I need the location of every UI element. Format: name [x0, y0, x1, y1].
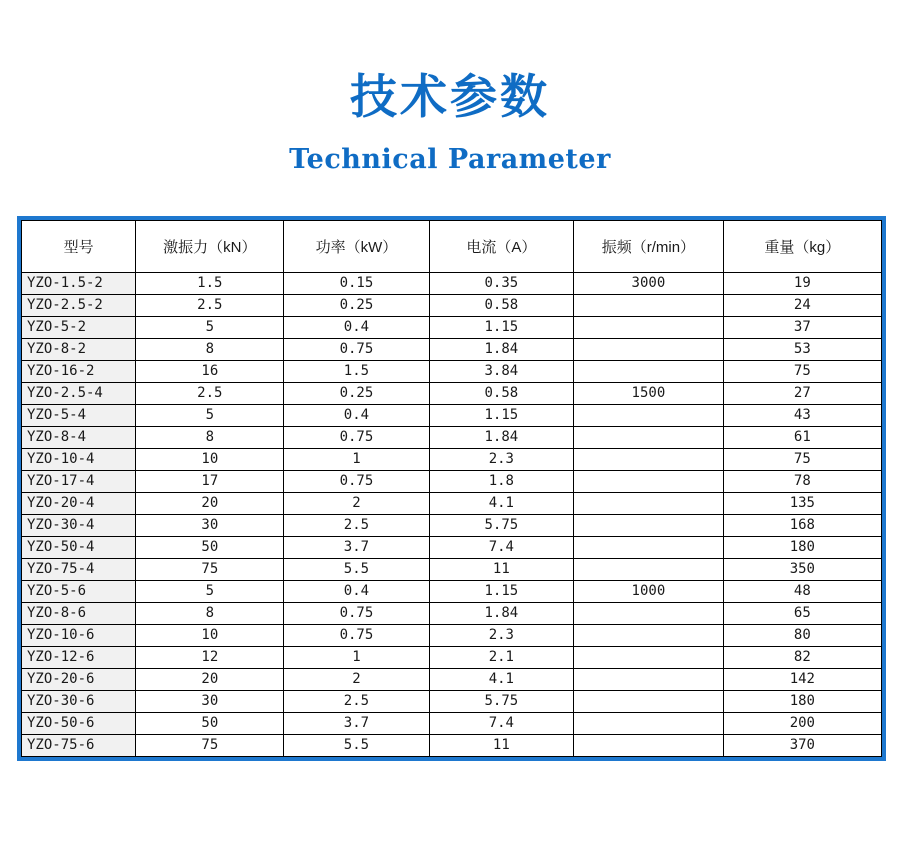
cell-weight: 27: [723, 383, 881, 405]
cell-weight: 75: [723, 361, 881, 383]
cell-model: YZO-10-6: [22, 625, 136, 647]
cell-current: 4.1: [429, 669, 573, 691]
cell-exciting-force: 30: [136, 691, 284, 713]
page-title: 技术参数: [350, 70, 550, 123]
table-row: [22, 383, 882, 405]
table-row: [22, 273, 882, 295]
cell-model: YZO-20-4: [22, 493, 136, 515]
table-row: [22, 515, 882, 537]
cell-weight: 142: [723, 669, 881, 691]
cell-power: 1.5: [284, 361, 429, 383]
table-row: [22, 427, 882, 449]
table-row: [22, 625, 882, 647]
cell-power: 0.25: [284, 295, 429, 317]
cell-frequency: [574, 647, 724, 669]
cell-current: 7.4: [429, 537, 573, 559]
cell-exciting-force: 20: [136, 669, 284, 691]
cell-current: 3.84: [429, 361, 573, 383]
table-row: [22, 537, 882, 559]
header-power: 功率（kW）: [284, 221, 429, 273]
table-row: [22, 691, 882, 713]
page: [0, 60, 900, 860]
cell-current: 2.3: [429, 449, 573, 471]
cell-exciting-force: 8: [136, 603, 284, 625]
cell-power: 0.4: [284, 317, 429, 339]
cell-frequency: [574, 317, 724, 339]
cell-model: YZO-2.5-2: [22, 295, 136, 317]
cell-weight: 82: [723, 647, 881, 669]
cell-model: YZO-50-6: [22, 713, 136, 735]
cell-frequency: [574, 405, 724, 427]
cell-weight: 24: [723, 295, 881, 317]
cell-model: YZO-30-4: [22, 515, 136, 537]
cell-weight: 43: [723, 405, 881, 427]
cell-weight: 135: [723, 493, 881, 515]
cell-weight: 80: [723, 625, 881, 647]
cell-exciting-force: 10: [136, 449, 284, 471]
header-exciting-force: 激振力（kN）: [136, 221, 284, 273]
cell-current: 4.1: [429, 493, 573, 515]
cell-exciting-force: 2.5: [136, 383, 284, 405]
cell-model: YZO-5-4: [22, 405, 136, 427]
cell-weight: 19: [723, 273, 881, 295]
cell-model: YZO-75-4: [22, 559, 136, 581]
cell-weight: 53: [723, 339, 881, 361]
cell-model: YZO-1.5-2: [22, 273, 136, 295]
cell-power: 0.25: [284, 383, 429, 405]
table-row: [22, 317, 882, 339]
cell-power: 3.7: [284, 713, 429, 735]
cell-current: 0.58: [429, 383, 573, 405]
parameters-table: [17, 216, 886, 761]
cell-power: 5.5: [284, 735, 429, 757]
cell-current: 11: [429, 735, 573, 757]
cell-model: YZO-16-2: [22, 361, 136, 383]
cell-model: YZO-8-4: [22, 427, 136, 449]
cell-frequency: [574, 339, 724, 361]
cell-exciting-force: 20: [136, 493, 284, 515]
table-row: [22, 581, 882, 603]
table-row: [22, 339, 882, 361]
cell-power: 5.5: [284, 559, 429, 581]
cell-weight: 370: [723, 735, 881, 757]
cell-exciting-force: 17: [136, 471, 284, 493]
cell-power: 0.75: [284, 603, 429, 625]
cell-power: 0.75: [284, 427, 429, 449]
cell-exciting-force: 75: [136, 559, 284, 581]
cell-current: 7.4: [429, 713, 573, 735]
cell-exciting-force: 8: [136, 427, 284, 449]
cell-exciting-force: 30: [136, 515, 284, 537]
cell-model: YZO-50-4: [22, 537, 136, 559]
header-frequency: 振频（r/min）: [574, 221, 724, 273]
cell-weight: 168: [723, 515, 881, 537]
table-row: [22, 735, 882, 757]
cell-current: 1.84: [429, 427, 573, 449]
table-row: [22, 471, 882, 493]
table-body: [22, 273, 882, 757]
cell-power: 0.15: [284, 273, 429, 295]
cell-model: YZO-75-6: [22, 735, 136, 757]
cell-frequency: [574, 449, 724, 471]
cell-frequency: [574, 471, 724, 493]
cell-exciting-force: 75: [136, 735, 284, 757]
cell-current: 0.35: [429, 273, 573, 295]
header-weight: 重量（kg）: [723, 221, 881, 273]
cell-model: YZO-5-6: [22, 581, 136, 603]
cell-current: 0.58: [429, 295, 573, 317]
cell-model: YZO-8-2: [22, 339, 136, 361]
cell-weight: 61: [723, 427, 881, 449]
table-row: [22, 669, 882, 691]
cell-frequency: [574, 361, 724, 383]
cell-current: 1.15: [429, 581, 573, 603]
cell-exciting-force: 2.5: [136, 295, 284, 317]
cell-exciting-force: 5: [136, 405, 284, 427]
cell-weight: 180: [723, 537, 881, 559]
cell-power: 1: [284, 449, 429, 471]
cell-current: 1.15: [429, 405, 573, 427]
cell-power: 3.7: [284, 537, 429, 559]
cell-model: YZO-17-4: [22, 471, 136, 493]
cell-frequency: [574, 691, 724, 713]
cell-weight: 200: [723, 713, 881, 735]
table-row: [22, 713, 882, 735]
cell-current: 2.1: [429, 647, 573, 669]
table-row: [22, 449, 882, 471]
cell-current: 1.84: [429, 339, 573, 361]
cell-exciting-force: 10: [136, 625, 284, 647]
header-model: 型号: [22, 221, 136, 273]
cell-current: 1.8: [429, 471, 573, 493]
cell-power: 0.4: [284, 581, 429, 603]
table-row: [22, 295, 882, 317]
table-row: [22, 493, 882, 515]
cell-power: 2: [284, 493, 429, 515]
table-row: [22, 603, 882, 625]
cell-weight: 48: [723, 581, 881, 603]
cell-power: 0.4: [284, 405, 429, 427]
cell-exciting-force: 1.5: [136, 273, 284, 295]
cell-power: 2.5: [284, 691, 429, 713]
page-subtitle: Technical Parameter: [289, 144, 611, 175]
cell-weight: 37: [723, 317, 881, 339]
cell-exciting-force: 50: [136, 537, 284, 559]
cell-frequency: [574, 537, 724, 559]
cell-frequency: [574, 713, 724, 735]
cell-exciting-force: 16: [136, 361, 284, 383]
table-header-row: [22, 221, 882, 273]
table-row: [22, 361, 882, 383]
cell-current: 5.75: [429, 515, 573, 537]
cell-current: 2.3: [429, 625, 573, 647]
cell-frequency: 3000: [574, 273, 724, 295]
cell-model: YZO-20-6: [22, 669, 136, 691]
cell-frequency: [574, 493, 724, 515]
cell-frequency: [574, 603, 724, 625]
cell-power: 1: [284, 647, 429, 669]
table-row: [22, 647, 882, 669]
cell-weight: 78: [723, 471, 881, 493]
cell-frequency: [574, 735, 724, 757]
cell-model: YZO-2.5-4: [22, 383, 136, 405]
cell-weight: 350: [723, 559, 881, 581]
cell-frequency: [574, 427, 724, 449]
cell-model: YZO-8-6: [22, 603, 136, 625]
cell-exciting-force: 5: [136, 317, 284, 339]
cell-power: 0.75: [284, 625, 429, 647]
table-row: [22, 559, 882, 581]
cell-frequency: [574, 625, 724, 647]
cell-exciting-force: 8: [136, 339, 284, 361]
cell-model: YZO-5-2: [22, 317, 136, 339]
cell-power: 2.5: [284, 515, 429, 537]
parameters-table-grid: [21, 220, 882, 757]
cell-current: 5.75: [429, 691, 573, 713]
cell-exciting-force: 12: [136, 647, 284, 669]
cell-frequency: [574, 515, 724, 537]
cell-frequency: [574, 295, 724, 317]
cell-exciting-force: 50: [136, 713, 284, 735]
cell-weight: 65: [723, 603, 881, 625]
cell-power: 0.75: [284, 339, 429, 361]
cell-model: YZO-12-6: [22, 647, 136, 669]
cell-current: 1.84: [429, 603, 573, 625]
cell-frequency: [574, 559, 724, 581]
header-current: 电流（A）: [429, 221, 573, 273]
cell-model: YZO-10-4: [22, 449, 136, 471]
cell-weight: 180: [723, 691, 881, 713]
cell-frequency: [574, 669, 724, 691]
cell-model: YZO-30-6: [22, 691, 136, 713]
cell-power: 2: [284, 669, 429, 691]
cell-current: 1.15: [429, 317, 573, 339]
cell-exciting-force: 5: [136, 581, 284, 603]
cell-weight: 75: [723, 449, 881, 471]
table-row: [22, 405, 882, 427]
cell-power: 0.75: [284, 471, 429, 493]
cell-frequency: 1000: [574, 581, 724, 603]
cell-frequency: 1500: [574, 383, 724, 405]
cell-current: 11: [429, 559, 573, 581]
